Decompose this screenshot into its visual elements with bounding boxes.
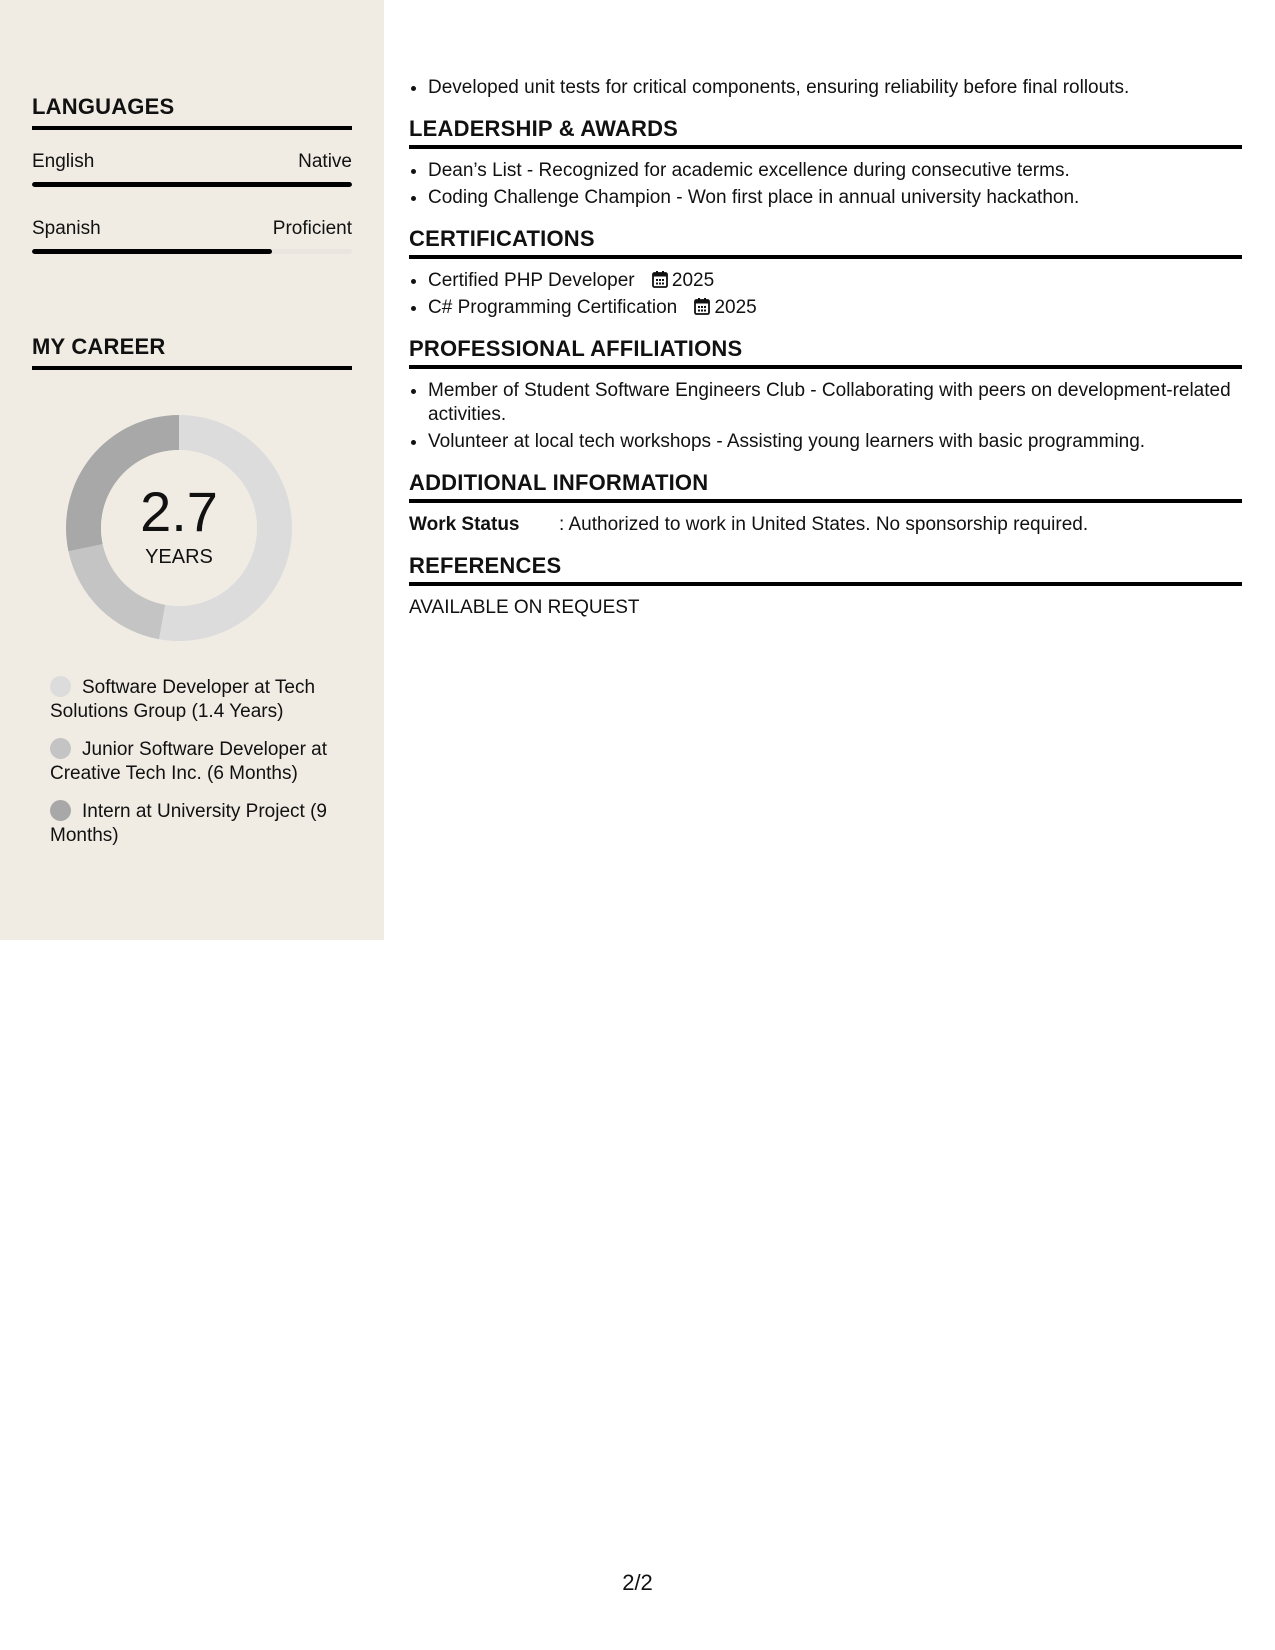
page-number: 2/2 [622,1570,653,1595]
career-legend [50,676,340,862]
language-item [32,217,352,254]
list-item: • Volunteer at local tech workshops - Assisting young learners with basic programming. [428,430,1242,454]
language-level: Proficient [272,218,352,239]
list-item [428,269,1242,293]
certification-year: 2025 [714,297,757,318]
work-status-label: Work Status [409,514,520,535]
language-level: Native [298,151,352,172]
languages-section [32,94,352,254]
main-content [409,76,1242,620]
career-donut-chart [66,415,292,641]
language-name: English [32,151,95,172]
language-item [32,150,352,187]
legend-dot [50,800,71,821]
sidebar [0,0,384,940]
language-name: Spanish [32,218,101,239]
list-item [428,296,1242,320]
career-heading: MY CAREER [32,334,352,370]
additional-info-heading: ADDITIONAL INFORMATION [409,470,1242,503]
certification-name: Certified PHP Developer [428,270,635,291]
certifications-heading: CERTIFICATIONS [409,226,1242,259]
legend-item [50,738,340,786]
legend-label: Software Developer at Tech Solutions Group (1.4 Years) [50,677,316,722]
legend-label: Junior Software Developer at Creative Tech Inc. (6 Months) [50,739,328,784]
language-bar [32,249,352,254]
list-item: • Coding Challenge Champion - Won first place in annual university hackathon. [428,186,1242,210]
career-section [32,334,352,370]
work-status-value: : Authorized to work in United States. No sponsorship required. [559,514,1089,535]
references-text: AVAILABLE ON REQUEST [409,597,640,618]
experience-bullets [409,76,1242,100]
affiliations-list [409,379,1242,454]
leadership-heading: LEADERSHIP & AWARDS [409,116,1242,149]
certifications-list [409,269,1242,320]
legend-item [50,800,340,848]
legend-label: Intern at University Project (9 Months) [50,801,327,846]
language-bar-fill [32,182,352,187]
language-bar [32,182,352,187]
references-heading: REFERENCES [409,553,1242,586]
donut-center [66,415,292,641]
legend-dot [50,738,71,759]
career-total-unit: YEARS [145,545,213,568]
list-item: • Member of Student Software Engineers Club - Collaborating with peers on development-related activities. [428,379,1242,427]
certification-name: C# Programming Certification [428,297,678,318]
leadership-list [409,159,1242,210]
work-status-row [409,513,1242,537]
languages-heading: LANGUAGES [32,94,352,130]
calendar-icon [652,270,668,288]
affiliations-heading: PROFESSIONAL AFFILIATIONS [409,336,1242,369]
language-bar-fill [32,249,272,254]
career-total-value: 2.7 [140,479,218,543]
list-item: • Developed unit tests for critical components, ensuring reliability before final rollouts. [428,76,1242,100]
calendar-icon [694,297,710,315]
legend-item [50,676,340,724]
certification-year: 2025 [671,270,715,291]
legend-dot [50,676,71,697]
list-item: • Dean’s List - Recognized for academic excellence during consecutive terms. [428,159,1242,183]
